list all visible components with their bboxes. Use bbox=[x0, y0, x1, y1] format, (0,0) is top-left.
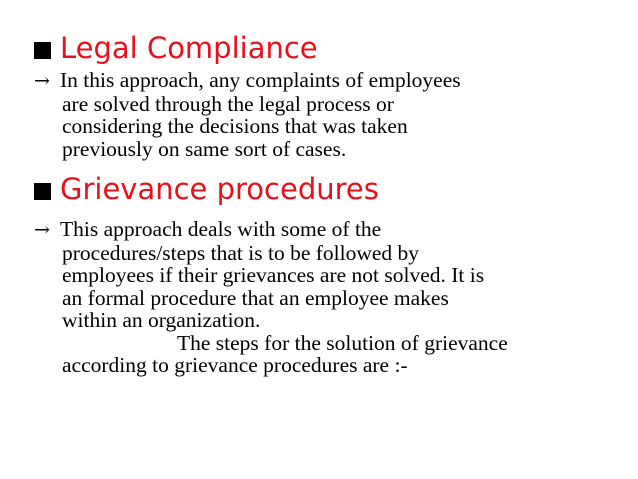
body-line: within an organization. bbox=[62, 308, 261, 332]
checkbox-bullet-icon bbox=[34, 183, 51, 200]
section-legal-compliance-body bbox=[34, 69, 461, 160]
body-line-text: In this approach, any complaints of employees bbox=[60, 68, 461, 92]
heading-grievance-procedures bbox=[34, 171, 379, 207]
section-grievance-body bbox=[34, 218, 508, 377]
heading-text: Grievance procedures bbox=[60, 172, 379, 206]
body-line-text: This approach deals with some of the bbox=[60, 217, 382, 241]
body-line bbox=[34, 69, 461, 93]
body-line: previously on same sort of cases. bbox=[62, 136, 347, 161]
body-line: according to grievance procedures are :- bbox=[62, 353, 408, 377]
body-line: procedures/steps that is to be followed by bbox=[62, 240, 420, 265]
body-line-indented: The steps for the solution of grievance bbox=[177, 330, 508, 355]
body-line: an formal procedure that an employee makes bbox=[62, 285, 449, 310]
arrow-right-icon: → bbox=[34, 70, 50, 92]
heading-legal-compliance bbox=[34, 30, 318, 66]
body-line: are solved through the legal process or bbox=[62, 91, 394, 116]
checkbox-bullet-icon bbox=[34, 42, 51, 59]
heading-text: Legal Compliance bbox=[60, 31, 318, 65]
body-line bbox=[34, 218, 508, 242]
body-line: employees if their grievances are not solved. It is bbox=[62, 263, 485, 287]
arrow-right-icon: → bbox=[34, 219, 50, 241]
body-line: considering the decisions that was taken bbox=[62, 114, 408, 138]
